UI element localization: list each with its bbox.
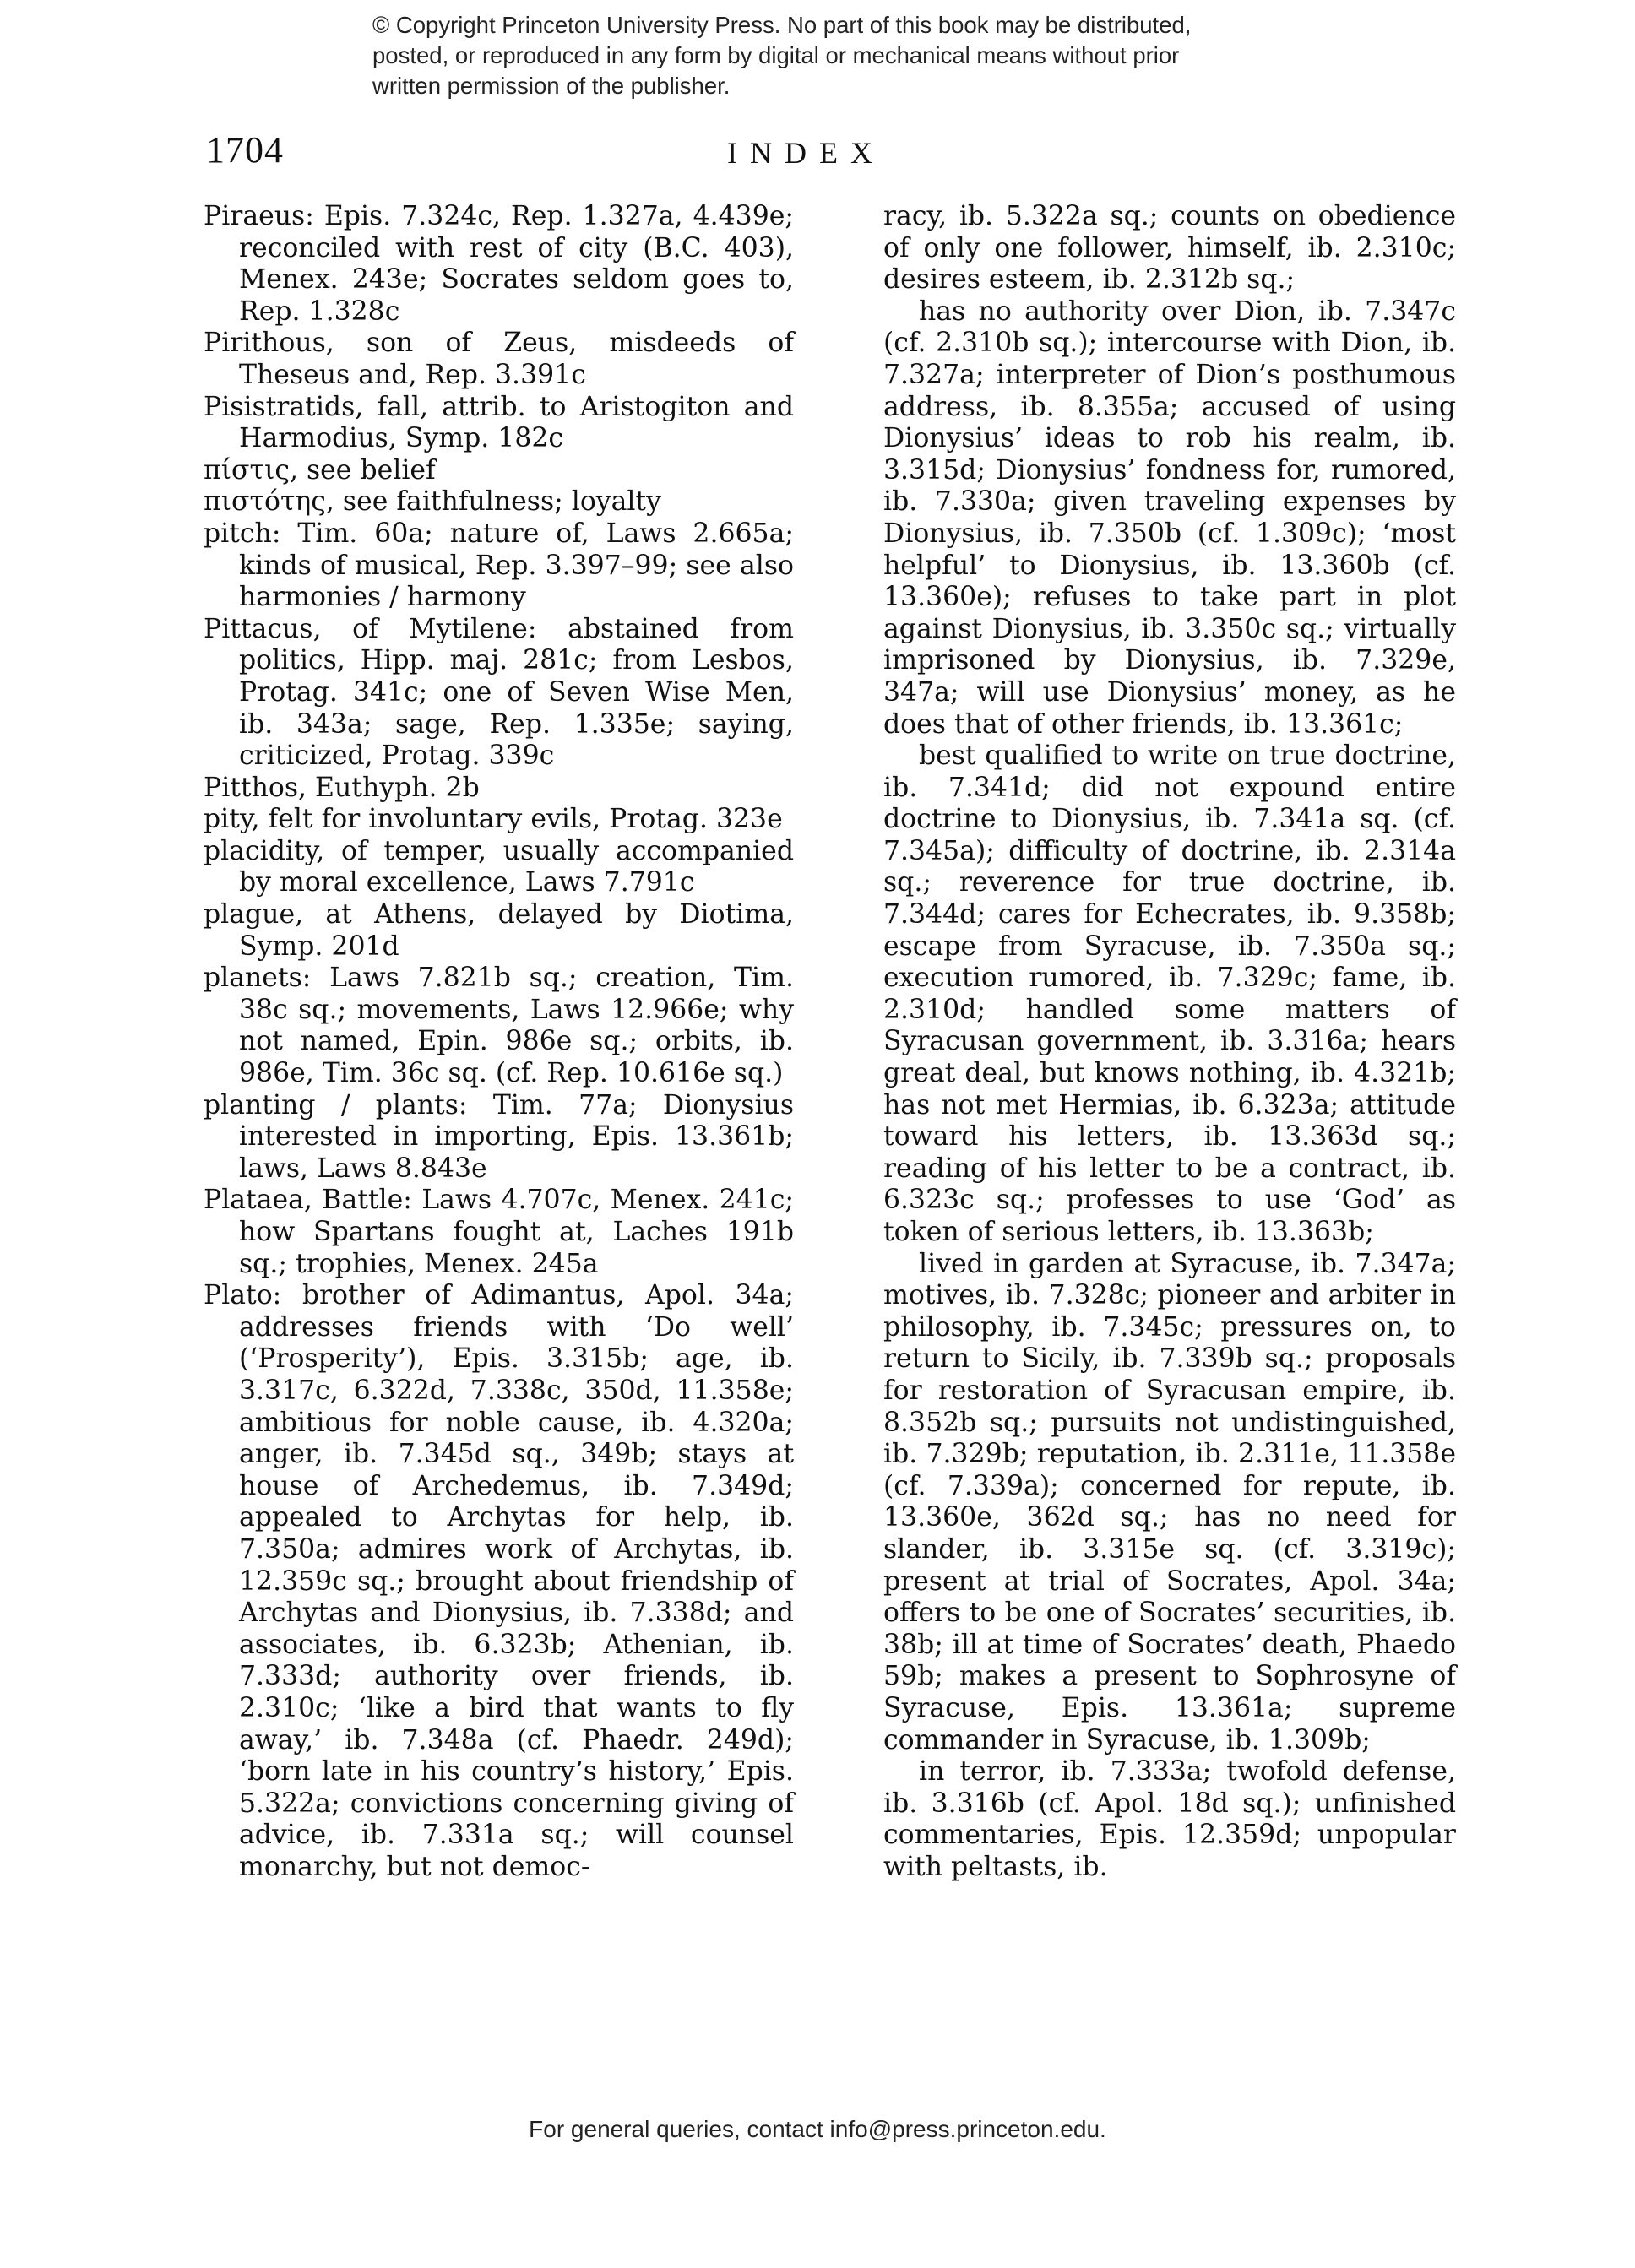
index-subparagraph: has no authority over Dion, ib. 7.347c (cf. 2.310b sq.); intercourse with Dion, ib. 7.327a; interpreter of Dion’s posthumous address, ib. 8.355a; accused of using Dionysius’ ideas to rob his realm, ib. 3.315d; Dionysius’ fondness for, rumored, ib. 7.330a; given traveling expenses by Dionysius, ib. 7.350b (cf. 1.309c); ‘most helpful’ to Dionysius, ib. 13.360b (cf. 13.360e); refuses to take part in plot against Dionysius, ib. 3.350c sq.; virtually imprisoned by Dionysius, ib. 7.329e, 347a; will use Dionysius’ money, as he does that of other friends, ib. 13.361c; (883, 296, 1456, 740)
index-entry-pisistratids: Pisistratids, fall, attrib. to Aristogiton and Harmodius, Symp. 182c (204, 391, 794, 454)
index-entry-planting: planting / plants: Tim. 77a; Dionysius interested in importing, Epis. 13.361b; laws, Laws 8.843e (204, 1089, 794, 1184)
index-entry-pirithous: Pirithous, son of Zeus, misdeeds of Theseus and, Rep. 3.391c (204, 328, 794, 390)
index-entry-pistotes: πιστότης, see faithfulness; loyalty (204, 486, 661, 518)
index-entry-pity: pity, felt for involuntary evils, Protag. 323e (204, 804, 783, 835)
index-entry-placidity: placidity, of temper, usually accompanied by moral excellence, Laws 7.791c (204, 835, 794, 898)
index-entry-pitthos: Pitthos, Euthyph. 2b (204, 772, 480, 803)
index-entry-plato: Plato: brother of Adimantus, Apol. 34a; addresses friends with ‘Do well’ (‘Prosperity’), Epis. 3.315b; age, ib. 3.317c, 6.322d, 7.338c, 350d, 11.358e; ambitious for noble cause, ib. 4.320a; anger, ib. 7.345d sq., 349b; stays at house of Archedemus, ib. 7.349d; appealed to Archytas for help, ib. 7.350a; admires work of Archytas, ib. 12.359c sq.; brought about friendship of Archytas and Dionysius, ib. 7.338d; and associates, ib. 6.323b; Athenian, ib. 7.333d; authority over friends, ib. 2.310c; ‘like a bird that wants to fly away,’ ib. 7.348a (cf. Phaedr. 249d); ‘born late in his country’s history,’ Epis. 5.322a; convictions concerning giving of advice, ib. 7.331a sq.; will counsel monarchy, but not democ- (204, 1280, 794, 1882)
index-subparagraph: lived in garden at Syracuse, ib. 7.347a; motives, ib. 7.328c; pioneer and arbiter in philosophy, ib. 7.345c; pressures on, to return to Sicily, ib. 7.339b sq.; proposals for restoration of Syracusan empire, ib. 8.352b sq.; pursuits not undistinguished, ib. 7.329b; reputation, ib. 2.311e, 11.358e (cf. 7.339a); concerned for repute, ib. 13.360e, 362d sq.; has no need for slander, ib. 3.315e sq. (cf. 3.319c); present at trial of Socrates, Apol. 34a; offers to be one of Socrates’ securities, ib. 38b; ill at time of Socrates’ death, Phaedo 59b; makes a present to Sophrosyne of Syracuse, Epis. 13.361a; supreme commander in Syracuse, ib. 1.309b; (883, 1248, 1456, 1755)
copyright-notice: © Copyright Princeton University Press. No part of this book may be distributed, posted, or reproduced in any form by digital or mechanical means without prior written permission of the publisher. (372, 12, 1192, 99)
index-entry-plague: plague, at Athens, delayed by Diotima, Symp. 201d (204, 899, 794, 962)
index-entry-plataea: Plataea, Battle: Laws 4.707c, Menex. 241c; how Spartans fought at, Laches 191b sq.; trophies, Menex. 245a (204, 1185, 794, 1279)
index-entry-piraeus: Piraeus: Epis. 7.324c, Rep. 1.327a, 4.439e; reconciled with rest of city (B.C. 403), Menex. 243e; Socrates seldom goes to, Rep. 1.328c (204, 201, 794, 327)
running-head: INDEX (727, 136, 885, 170)
index-entry-plato-continued: racy, ib. 5.322a sq.; counts on obedience of only one follower, himself, ib. 2.310c; desires esteem, ib. 2.312b sq.; (883, 201, 1456, 296)
index-entry-pitch: pitch: Tim. 60a; nature of, Laws 2.665a; kinds of musical, Rep. 3.397–99; see also harmonies / harmony (204, 518, 794, 613)
index-entry-pistis: πίστις, see belief (204, 454, 436, 486)
index-entry-pittacus: Pittacus, of Mytilene: abstained from politics, Hipp. maj. 281c; from Lesbos, Protag. 341c; one of Seven Wise Men, ib. 343a; sage, Rep. 1.335e; saying, criticized, Protag. 339c (204, 613, 794, 772)
index-subparagraph: best qualified to write on true doctrine, ib. 7.341d; did not expound entire doctrine to Dionysius, ib. 7.341a sq. (cf. 7.345a); difficulty of doctrine, ib. 2.314a sq.; reverence for true doctrine, ib. 7.344d; cares for Echecrates, ib. 9.358b; escape from Syracuse, ib. 7.350a sq.; execution rumored, ib. 7.329c; fame, ib. 2.310d; handled some matters of Syracusan government, ib. 3.316a; hears great deal, but knows nothing, ib. 4.321b; has not met Hermias, ib. 6.323a; attitude toward his letters, ib. 13.363d sq.; reading of his letter to be a contract, ib. 6.323c sq.; professes to use ‘God’ as token of serious letters, ib. 13.363b; (883, 741, 1456, 1247)
footer-contact: For general queries, contact info@press.princeton.edu. (529, 2116, 1106, 2142)
index-subparagraph: in terror, ib. 7.333a; twofold defense, ib. 3.316b (cf. Apol. 18d sq.); unfinished commentaries, Epis. 12.359d; unpopular with peltasts, ib. (883, 1756, 1456, 1882)
index-column-left (204, 201, 794, 1883)
index-column-right (883, 201, 1456, 1883)
index-entry-planets: planets: Laws 7.821b sq.; creation, Tim. 38c sq.; movements, Laws 12.966e; why not named, Epin. 986e sq.; orbits, ib. 986e, Tim. 36c sq. (cf. Rep. 10.616e sq.) (204, 963, 794, 1089)
page-number: 1704 (206, 129, 284, 171)
